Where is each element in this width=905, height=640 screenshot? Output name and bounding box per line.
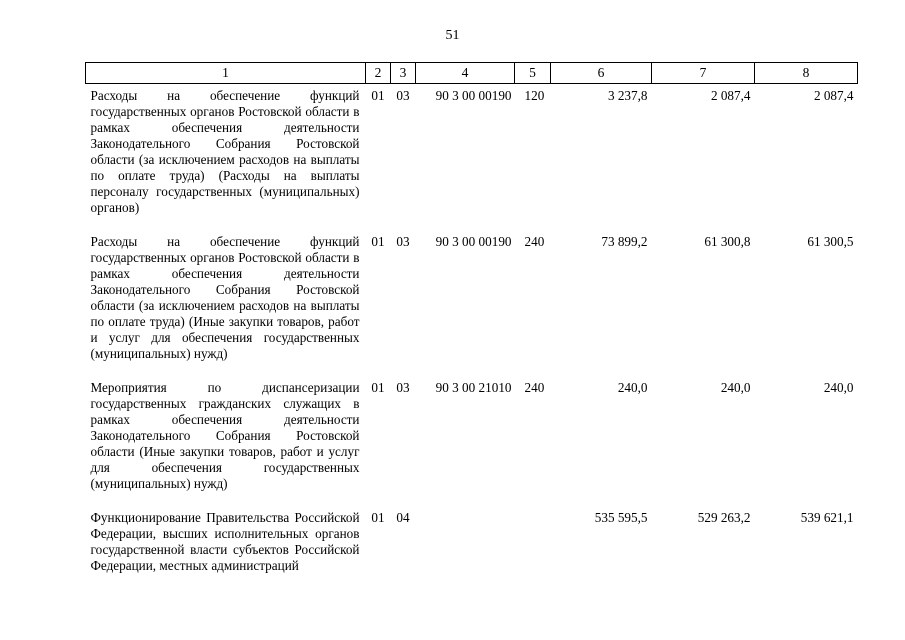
row-expense-type bbox=[515, 506, 551, 588]
row-expense-type: 240 bbox=[524, 380, 545, 395]
row-amount-col7: 240,0 bbox=[720, 380, 751, 395]
row-amount-col7: 529 263,2 bbox=[697, 510, 751, 525]
header-col-4: 4 bbox=[416, 63, 515, 84]
row-description: Функционирование Правительства Российской Федерации, высших исполнительных органов государственной власти субъектов Российской Федерации, местных администраций bbox=[90, 510, 360, 573]
row-amount-col7: 61 300,8 bbox=[704, 234, 751, 249]
row-amount-col6: 3 237,8 bbox=[607, 88, 648, 103]
row-subsection-code: 03 bbox=[396, 234, 410, 249]
table-row bbox=[86, 84, 858, 231]
table-row bbox=[86, 506, 858, 588]
table-body bbox=[86, 84, 858, 589]
row-description: Расходы на обеспечение функций государственных органов Ростовской области в рамках обеспечения деятельности Законодательного Собрания Ростовской области (за исключением расходов на выплаты по оплате труда) (Расходы на выплаты персоналу государственных (муниципальных) органов) bbox=[90, 88, 360, 215]
budget-table bbox=[85, 62, 858, 588]
row-description: Мероприятия по диспансеризации государственных гражданских служащих в рамках обеспечения деятельности Законодательного Собрания Ростовской области (Иные закупки товаров, работ и услуг для обеспечения государственных (муниципальных) нужд) bbox=[90, 380, 360, 491]
row-target-article bbox=[416, 506, 515, 588]
row-section-code: 01 bbox=[371, 234, 385, 249]
row-subsection-code: 04 bbox=[396, 510, 410, 525]
row-amount-col8: 2 087,4 bbox=[813, 88, 854, 103]
header-col-8: 8 bbox=[755, 63, 858, 84]
table-row bbox=[86, 230, 858, 376]
row-section-code: 01 bbox=[371, 510, 385, 525]
row-subsection-code: 03 bbox=[396, 88, 410, 103]
page-number: 51 bbox=[445, 28, 460, 43]
header-col-2: 2 bbox=[366, 63, 391, 84]
header-col-6: 6 bbox=[551, 63, 652, 84]
table-header bbox=[86, 63, 858, 84]
header-col-5: 5 bbox=[515, 63, 551, 84]
header-col-7: 7 bbox=[652, 63, 755, 84]
row-subsection-code: 03 bbox=[396, 380, 410, 395]
row-amount-col6: 73 899,2 bbox=[601, 234, 648, 249]
header-col-1: 1 bbox=[86, 63, 366, 84]
row-amount-col8: 61 300,5 bbox=[807, 234, 854, 249]
table-row bbox=[86, 376, 858, 506]
row-target-article: 90 3 00 21010 bbox=[435, 380, 512, 395]
row-amount-col7: 2 087,4 bbox=[710, 88, 751, 103]
row-amount-col8: 240,0 bbox=[823, 380, 854, 395]
row-expense-type: 120 bbox=[524, 88, 545, 103]
row-description: Расходы на обеспечение функций государственных органов Ростовской области в рамках обеспечения деятельности Законодательного Собрания Ростовской области (за исключением расходов на выплаты по оплате труда) (Иные закупки товаров, работ и услуг для обеспечения государственных (муниципальных) нужд) bbox=[90, 234, 360, 361]
row-target-article: 90 3 00 00190 bbox=[435, 234, 512, 249]
row-amount-col8: 539 621,1 bbox=[800, 510, 854, 525]
row-section-code: 01 bbox=[371, 88, 385, 103]
row-expense-type: 240 bbox=[524, 234, 545, 249]
row-target-article: 90 3 00 00190 bbox=[435, 88, 512, 103]
header-col-3: 3 bbox=[391, 63, 416, 84]
row-section-code: 01 bbox=[371, 380, 385, 395]
row-amount-col6: 240,0 bbox=[617, 380, 648, 395]
header-row bbox=[86, 63, 858, 84]
row-amount-col6: 535 595,5 bbox=[594, 510, 648, 525]
